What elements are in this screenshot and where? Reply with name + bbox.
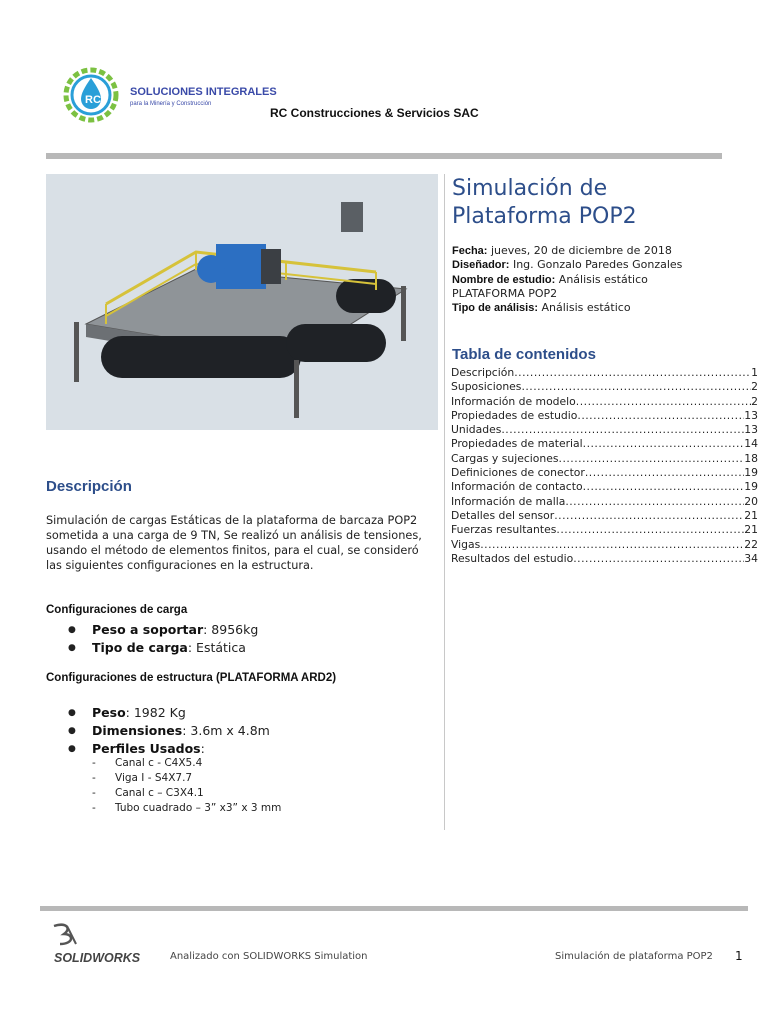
struct-config-title: Configuraciones de estructura (PLATAFORMA ARD2): [46, 672, 337, 684]
meta-tipo: Tipo de análisis: Análisis estático: [452, 301, 631, 315]
list-item: ● Tipo de carga: Estática: [46, 639, 258, 657]
load-config-title: Configuraciones de carga: [46, 604, 188, 616]
footer-left-text: Analizado con SOLIDWORKS Simulation: [170, 951, 368, 962]
solidworks-logo: [46, 920, 156, 968]
description-title: Descripción: [46, 478, 132, 495]
toc-item[interactable]: Descripción ..... 1: [451, 366, 758, 380]
title-line-2: Plataforma POP2: [452, 204, 637, 229]
header-rule: [46, 153, 722, 159]
column-divider: [444, 174, 445, 830]
list-item: - Canal c - C4X5.4: [46, 756, 281, 771]
toc-item[interactable]: Información de malla ..... 20: [451, 495, 758, 509]
toc-item[interactable]: Cargas y sujeciones ..... 18: [451, 452, 758, 466]
solidworks-wordmark: SOLIDWORKS: [54, 951, 141, 965]
list-item: ● Peso a soportar: 8956kg: [46, 621, 258, 639]
toc-item[interactable]: Información de contacto ..... 19: [451, 480, 758, 494]
platform-render-drawing: [46, 174, 438, 430]
company-name: RC Construcciones & Servicios SAC: [270, 106, 479, 120]
title-line-1: Simulación de: [452, 176, 608, 201]
toc-item[interactable]: Suposiciones ..... 2: [451, 380, 758, 394]
meta-estudio-name: PLATAFORMA POP2: [452, 286, 558, 300]
toc-item[interactable]: Unidades ..... 13: [451, 423, 758, 437]
toc-item[interactable]: Propiedades de material ..... 14: [451, 437, 758, 451]
document-title: [452, 175, 752, 231]
footer-rule: [40, 906, 748, 911]
list-item: ● Perfiles Usados:: [46, 740, 270, 758]
toc-item[interactable]: Fuerzas resultantes ..... 21: [451, 523, 758, 537]
toc-item[interactable]: Vigas ..... 22: [451, 538, 758, 552]
toc-item[interactable]: Resultados del estudio ..... 34: [451, 552, 758, 566]
page-number: 1: [735, 949, 743, 963]
toc-item[interactable]: Definiciones de conector ..... 19: [451, 466, 758, 480]
list-item: - Viga I - S4X7.7: [46, 771, 281, 786]
load-config-list: [46, 621, 258, 657]
logo-emblem-icon: [60, 64, 130, 126]
study-metadata: [452, 244, 752, 315]
profile-list: [46, 756, 281, 816]
svg-text:RC: RC: [85, 94, 101, 106]
toc-item[interactable]: Detalles del sensor ..... 21: [451, 509, 758, 523]
logo-subtitle: para la Minería y Construcción: [130, 101, 212, 107]
platform-render-image: [46, 174, 438, 430]
footer-right-text: Simulación de plataforma POP2: [555, 951, 713, 962]
logo-title: SOLUCIONES INTEGRALES: [130, 86, 277, 98]
list-item: - Canal c – C3X4.1: [46, 786, 281, 801]
list-item: - Tubo cuadrado – 3” x3” x 3 mm: [46, 801, 281, 816]
struct-config-list: [46, 704, 270, 758]
toc-item[interactable]: Propiedades de estudio ..... 13: [451, 409, 758, 423]
list-item: ● Peso: 1982 Kg: [46, 704, 270, 722]
meta-disenador: Diseñador: Ing. Gonzalo Paredes Gonzales: [452, 258, 683, 272]
meta-estudio: Nombre de estudio: Análisis estático: [452, 272, 648, 286]
description-body: Simulación de cargas Estáticas de la plataforma de barcaza POP2 sometida a una carga de 9 TN, Se realizó un análisis de tensiones, usando el método de elementos finitos, para el cual, se consideró las siguientes configuraciones en la estructura.: [46, 514, 422, 572]
toc-item[interactable]: Información de modelo ..... 2: [451, 395, 758, 409]
meta-fecha: Fecha: jueves, 20 de diciembre de 2018: [452, 244, 672, 257]
toc-title: Tabla de contenidos: [452, 346, 596, 363]
table-of-contents: [451, 366, 758, 566]
list-item: ● Dimensiones: 3.6m x 4.8m: [46, 722, 270, 740]
